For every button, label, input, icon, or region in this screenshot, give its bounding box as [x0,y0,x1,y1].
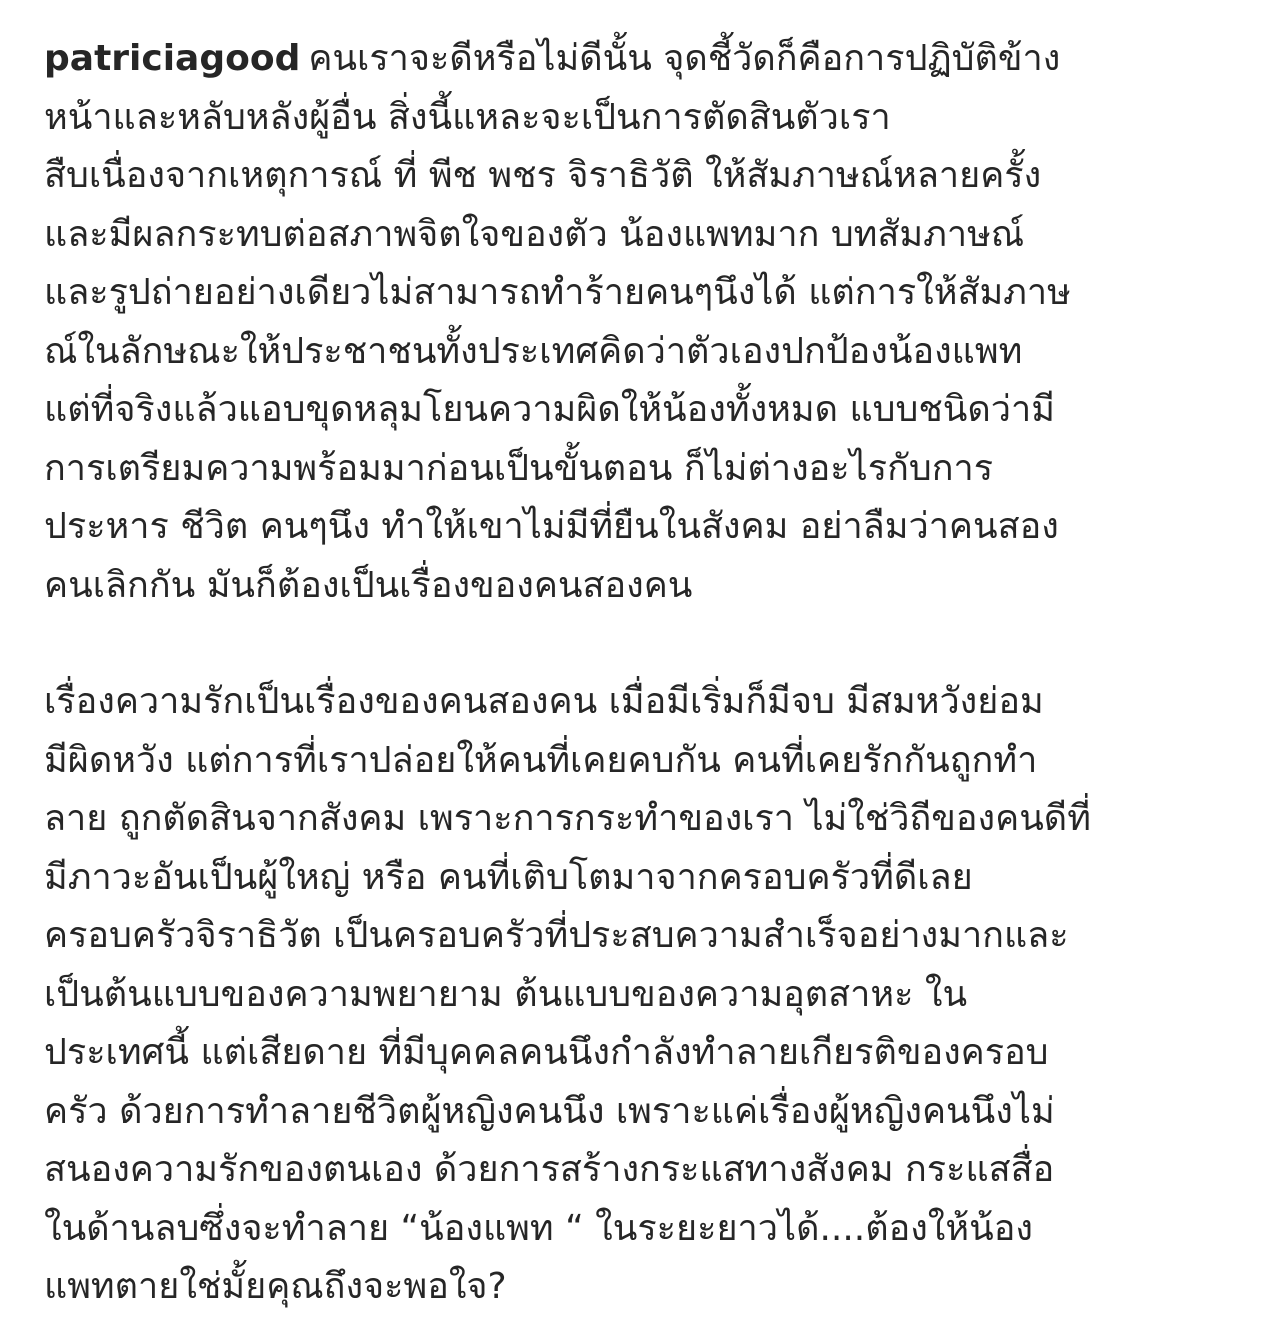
username-link[interactable]: patriciagood [44,38,301,79]
caption-line: การเตรียมความพร้อมมาก่อนเป็นขั้นตอน ก็ไม่ต่างอะไรกับการ [44,447,994,489]
caption-line: แต่ที่จริงแล้วแอบขุดหลุมโยนความผิดให้น้องทั้งหมด แบบชนิดว่ามี [44,389,1055,430]
caption-line: แพทตายใช่มั้ยคุณถึงจะพอใจ? [44,1266,507,1307]
caption-line: ประเทศนี้ แต่เสียดาย ที่มีบุคคลคนนึงกำลังทำลายเกียรติของครอบ [44,1032,1049,1073]
caption-line: และมีผลกระทบต่อสภาพจิตใจของตัว น้องแพทมาก บทสัมภาษณ์ [44,213,1025,255]
caption-text: คนเราจะดีหรือไม่ดีนั้น จุดชี้วัดก็คือการปฏิบัติข้าง [308,38,1061,79]
caption-line: เรื่องความรักเป็นเรื่องของคนสองคน เมื่อมีเริ่มก็มีจบ มีสมหวังย่อม [44,681,1044,722]
caption-line: สืบเนื่องจากเหตุการณ์ ที่ พีช พชร จิราธิวัติ ให้สัมภาษณ์หลายครั้ง [44,155,1042,196]
caption-line: หน้าและหลับหลังผู้อื่น สิ่งนี้แหละจะเป็นการตัดสินตัวเรา [44,96,891,138]
caption-line: คนเลิกกัน มันก็ต้องเป็นเรื่องของคนสองคน [44,564,693,606]
caption-line: เป็นต้นแบบของความพยายาม ต้นแบบของความอุตสาหะ ใน [44,973,968,1015]
caption-line: และรูปถ่ายอย่างเดียวไม่สามารถทำร้ายคนๆนึงได้ แต่การให้สัมภาษ [44,272,1071,313]
caption-line: มีผิดหวัง แต่การที่เราปล่อยให้คนที่เคยคบกัน คนที่เคยรักกันถูกทำ [44,739,1038,781]
caption-line: ประหาร ชีวิต คนๆนึง ทำให้เขาไม่มีที่ยืนในสังคม อย่าลืมว่าคนสอง [44,506,1059,547]
caption-line: สนองความรักของตนเอง ด้วยการสร้างกระแสทางสังคม กระแสสื่อ [44,1149,1055,1190]
caption-line: มีภาวะอันเป็นผู้ใหญ่ หรือ คนที่เติบโตมาจากครอบครัวที่ดีเลย [44,856,973,898]
caption-line: ครัว ด้วยการทำลายชีวิตผู้หญิงคนนึง เพราะแค่เรื่องผู้หญิงคนนึงไม่ [44,1090,1055,1132]
caption-line [44,30,1244,89]
caption-line: ครอบครัวจิราธิวัต เป็นครอบครัวที่ประสบความสำเร็จอย่างมากและ [44,915,1069,956]
caption-line: ในด้านลบซึ่งจะทำลาย “น้องแพท “ ในระยะยาวได้....ต้องให้น้อง [44,1207,1033,1249]
caption-line: ณ์ในลักษณะให้ประชาชนทั้งประเทศคิดว่าตัวเองปกป้องน้องแพท [44,330,1023,372]
paragraph-spacer [44,615,1244,673]
post-caption [44,30,1244,1317]
caption-line: ลาย ถูกตัดสินจากสังคม เพราะการกระทำของเรา ไม่ใช่วิถีของคนดีที่ [44,798,1091,839]
